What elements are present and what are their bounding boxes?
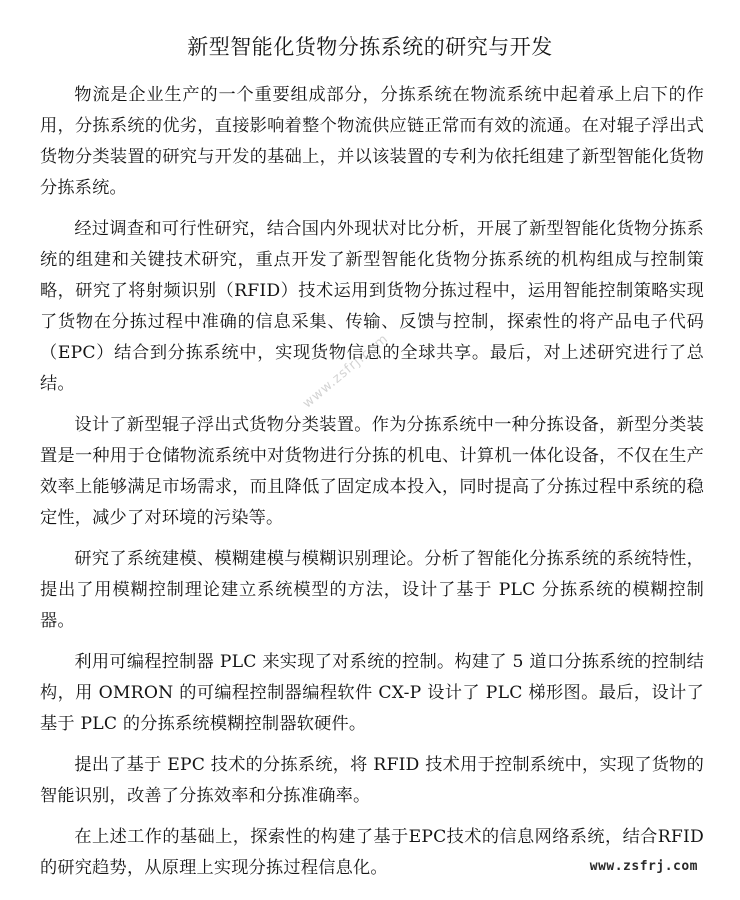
document-body (40, 80, 704, 894)
paragraph-4: 研究了系统建模、模糊建模与模糊识别理论。分析了智能化分拣系统的系统特性，提出了用模糊控制理论建立系统模型的方法，设计了基于 PLC 分拣系统的模糊控制器。 (40, 549, 704, 631)
paragraph-7: 在上述工作的基础上，探索性的构建了基于EPC技术的信息网络系统，结合RFID的研究趋势，从原理上实现分拣过程信息化。 (40, 827, 704, 878)
paragraph-1: 物流是企业生产的一个重要组成部分，分拣系统在物流系统中起着承上启下的作用，分拣系统的优劣，直接影响着整个物流供应链正常而有效的流通。在对辊子浮出式货物分类装置的研究与开发的基础上，并以该装置的专利为依托组建了新型智能化货物分拣系统。 (40, 85, 704, 198)
paragraph-2: 经过调查和可行性研究，结合国内外现状对比分析，开展了新型智能化货物分拣系统的组建和关键技术研究，重点开发了新型智能化货物分拣系统的机构组成与控制策略，研究了将射频识别（RFID）技术运用到货物分拣过程中，运用智能控制策略实现了货物在分拣过程中准确的信息采集、传输、反馈与控制，探索性的将产品电子代码（EPC）结合到分拣系统中，实现货物信息的全球共享。最后，对上述研究进行了总结。 (40, 219, 704, 394)
paragraph-6: 提出了基于 EPC 技术的分拣系统，将 RFID 技术用于控制系统中，实现了货物的智能识别，改善了分拣效率和分拣准确率。 (40, 755, 704, 806)
paragraph-3: 设计了新型辊子浮出式货物分类装置。作为分拣系统中一种分拣设备，新型分类装置是一种用于仓储物流系统中对货物进行分拣的机电、计算机一体化设备，不仅在生产效率上能够满足市场需求，而且降低了固定成本投入，同时提高了分拣过程中系统的稳定性，减少了对环境的污染等。 (40, 415, 704, 528)
diagonal-watermark: www.zsfrj.com (300, 331, 392, 412)
corner-watermark: www.zsfrj.com (589, 859, 698, 874)
document-title: 新型智能化货物分拣系统的研究与开发 (187, 35, 553, 59)
paragraph-5: 利用可编程控制器 PLC 来实现了对系统的控制。构建了 5 道口分拣系统的控制结构，用 OMRON 的可编程控制器编程软件 CX-P 设计了 PLC 梯形图。最后，设计了基于 PLC 的分拣系统模糊控制器软硬件。 (40, 652, 704, 734)
